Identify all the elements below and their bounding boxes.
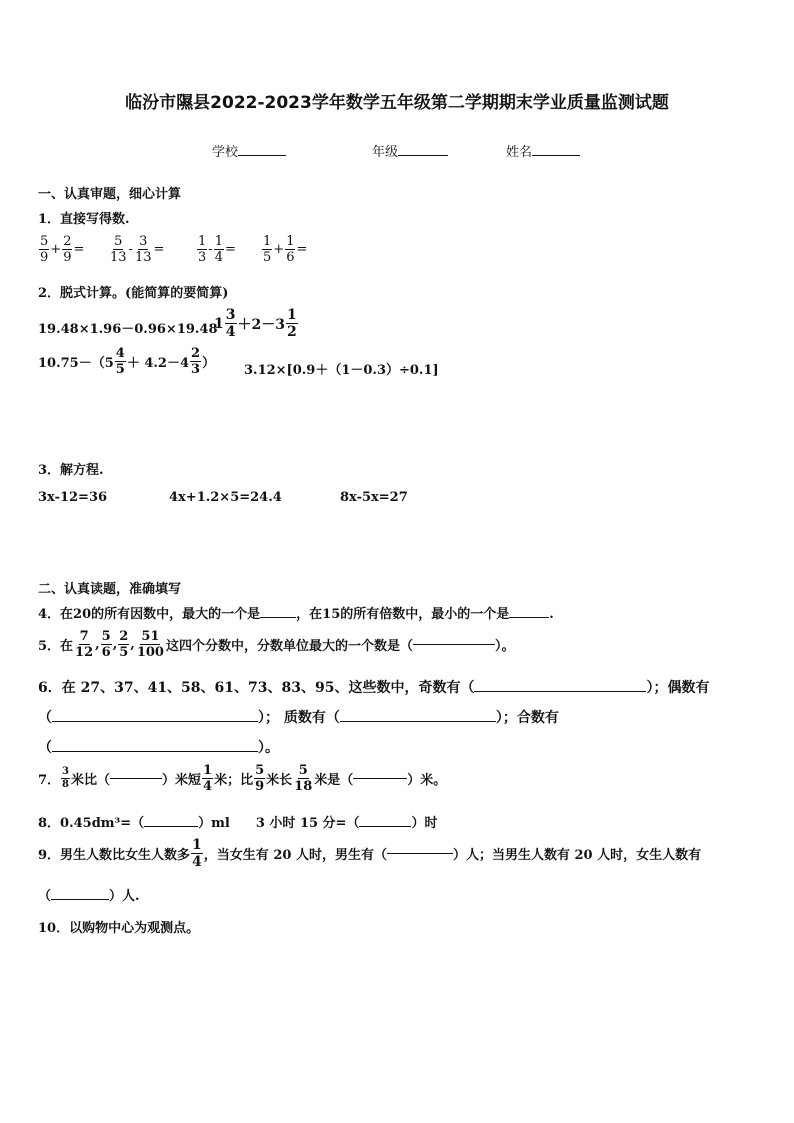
q6-blank-even[interactable] (52, 721, 258, 722)
q2-expr-2: 1 $\frac{3}{4}$ ＋2－3 $\frac{1}{2}$ (214, 307, 297, 340)
q1-item-2: $\frac{5}{13}$ - $\frac{3}{13}$ = (110, 234, 165, 265)
q2-expr-3: 10.75－（5 $\frac{4}{5}$ ＋ 4.2－4 $\frac{2}{3}$ ） (38, 346, 216, 377)
page-title: 临汾市隰县2022-2023学年数学五年级第二学期期末学业质量监测试题 (125, 93, 669, 113)
q2-label: 2．脱式计算。(能简算的要简算) (38, 286, 229, 301)
q5-blank[interactable] (413, 644, 495, 645)
q10: 10．以购物中心为观测点。 (38, 921, 200, 936)
name-label: 姓名 (506, 145, 533, 160)
school-blank[interactable] (238, 155, 286, 156)
q3-eq-3: 8x-5x=27 (340, 490, 408, 505)
q2-expr-1: 19.48×1.96－0.96×19.48 (38, 322, 218, 337)
q9-line-2: （ ）人. (38, 889, 140, 904)
q2-expr-4: 3.12×[0.9＋（1－0.3）÷0.1] (244, 363, 439, 378)
q9-blank-1[interactable] (387, 853, 453, 854)
q1-item-1: $\frac{5}{9}$ + $\frac{2}{9}$ = (40, 234, 85, 265)
name-blank[interactable] (532, 155, 580, 156)
q4-blank-2[interactable] (509, 617, 549, 618)
q8: 8．0.45dm³=（ ）ml 3 小时 15 分=（ ）时 (38, 816, 438, 831)
grade-label: 年级 (372, 145, 399, 160)
q7: 7． $\frac{3}{8}$ 米比（ ）米短 $\frac{1}{4}$ 米；比 $\frac{5}{9}$ 米长 $\frac{5}{18}$ 米是（ ）米。 (38, 763, 447, 794)
q1-item-4: $\frac{1}{5}$ + $\frac{1}{6}$ = (263, 234, 308, 265)
q9-blank-2[interactable] (51, 899, 109, 900)
q1-label: 1．直接写得数. (38, 212, 130, 227)
school-label: 学校 (212, 145, 239, 160)
q3-eq-1: 3x-12=36 (38, 490, 108, 505)
q8-blank-1[interactable] (144, 826, 198, 827)
q4: 4．在20的所有因数中，最大的一个是 ，在15的所有倍数中，最小的一个是 . (38, 607, 554, 622)
q8-blank-2[interactable] (359, 826, 411, 827)
q6-blank-composite[interactable] (52, 751, 258, 752)
q7-blank-2[interactable] (353, 778, 407, 779)
q1-item-3: $\frac{1}{3}$ - $\frac{1}{4}$ = (198, 234, 236, 265)
section1-heading: 一、认真审题，细心计算 (38, 187, 182, 202)
q9-line-1: 9．男生人数比女生人数多 $\frac{1}{4}$ ，当女生有 20 人时，男生有（ ）人；当男生人数有 20 人时，女生人数有 (38, 837, 702, 870)
q6-line-2: （ ）； 质数有（ ）；合数有 (38, 710, 559, 726)
q6-blank-odd[interactable] (474, 691, 646, 692)
section2-heading: 二、认真读题，准确填写 (38, 582, 182, 597)
q3-eq-2: 4x+1.2×5=24.4 (169, 490, 282, 505)
q7-blank-1[interactable] (110, 778, 162, 779)
name-field (506, 141, 580, 160)
q5: 5．在 $\frac{7}{12}$ , $\frac{5}{6}$ , $\frac{2}{5}$ , $\frac{51}{100}$ 这四个分数中，分数单位最大的一个数是（ ）。 (38, 629, 515, 660)
school-field (212, 141, 286, 160)
q4-blank-1[interactable] (260, 617, 296, 618)
q6-blank-prime[interactable] (340, 721, 496, 722)
grade-blank[interactable] (398, 155, 448, 156)
q6-line-3: （ ）。 (38, 740, 279, 756)
grade-field (372, 141, 448, 160)
q3-label: 3．解方程. (38, 463, 104, 478)
q6-line-1: 6．在 27、37、41、58、61、73、83、95、这些数中，奇数有（ ）；偶数有 (38, 680, 710, 696)
